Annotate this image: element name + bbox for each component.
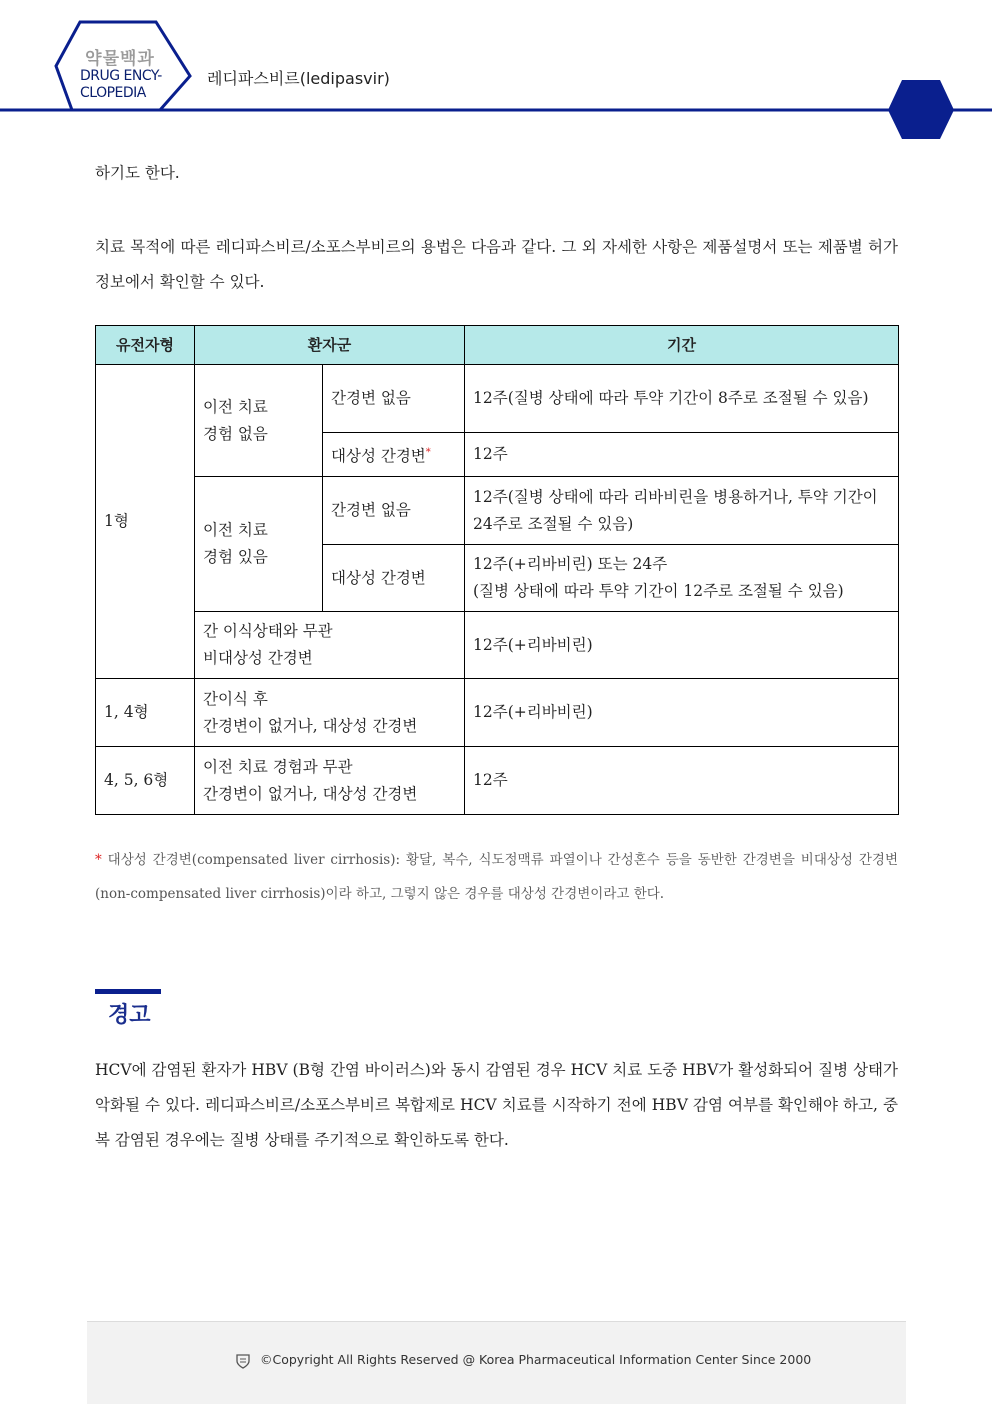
compensated-cirrhosis-label: 대상성 간경변 bbox=[331, 447, 426, 466]
table-footnote bbox=[95, 843, 898, 911]
warning-heading: 경고 bbox=[108, 1003, 151, 1028]
period-cell: 12주(+리바비린) bbox=[465, 679, 899, 747]
table-row bbox=[96, 612, 899, 679]
dosage-table bbox=[95, 325, 899, 815]
page-header bbox=[0, 0, 992, 140]
logo-korean: 약물백과 bbox=[85, 49, 155, 69]
compensated-cirrhosis-cell bbox=[323, 433, 465, 477]
crest-icon bbox=[235, 1353, 251, 1369]
naive-cell: 이전 치료 경험 없음 bbox=[195, 365, 323, 477]
no-cirrhosis-cell: 간경변 없음 bbox=[323, 365, 465, 433]
footnote-mark: * bbox=[95, 852, 102, 868]
warning-paragraph: HCV에 감염된 환자가 HBV (B형 간염 바이러스)와 동시 감염된 경우 HCV 치료 도중 HBV가 활성화되어 질병 상태가 악화될 수 있다. 레디파스비르/소포스부비르 복합제로 HCV 치료를 시작하기 전에 HBV 감염 여부를 확인해야 하고, 중복 감염된 경우에는 질병 상태를 주기적으로 확인하도록 한다. bbox=[95, 1061, 898, 1149]
table-row bbox=[96, 477, 899, 545]
header-hexagon bbox=[888, 80, 954, 139]
period-cell: 12주(질병 상태에 따라 리바비린을 병용하거나, 투약 기간이 24주로 조절될 수 있음) bbox=[465, 477, 899, 545]
genotype-1-cell: 1형 bbox=[96, 365, 195, 679]
decompensated-cell: 간 이식상태와 무관 비대상성 간경변 bbox=[195, 612, 465, 679]
document-title: 레디파스비르(ledipasvir) bbox=[207, 69, 390, 88]
header-patient-group: 환자군 bbox=[195, 326, 465, 365]
intro-paragraph-1: 하기도 한다. bbox=[95, 164, 180, 182]
post-transplant-cell: 간이식 후 간경변이 없거나, 대상성 간경변 bbox=[195, 679, 465, 747]
footnote-text: 대상성 간경변(compensated liver cirrhosis): 황달, 복수, 식도정맥류 파열이나 간성혼수 등을 동반한 간경변을 비대상성 간경변(non-compensated liver cirrhosis)이라 하고, 그렇지 않은 경우를 대상성 간경변이라고 한다. bbox=[95, 852, 898, 902]
table-row bbox=[96, 747, 899, 815]
period-cell: 12주 bbox=[465, 747, 899, 815]
period-cell: 12주(+리바비린) bbox=[465, 612, 899, 679]
table-row bbox=[96, 365, 899, 433]
section-accent-bar bbox=[95, 989, 161, 994]
logo-english: DRUG ENCY- CLOPEDIA bbox=[80, 68, 162, 101]
table-header-row bbox=[96, 326, 899, 365]
genotype-4-5-6-cell: 4, 5, 6형 bbox=[96, 747, 195, 815]
experienced-cell: 이전 치료 경험 있음 bbox=[195, 477, 323, 612]
intro-paragraph-2: 치료 목적에 따른 레디파스비르/소포스부비르의 용법은 다음과 같다. 그 외 자세한 사항은 제품설명서 또는 제품별 허가정보에서 확인할 수 있다. bbox=[95, 238, 898, 291]
period-cell: 12주 bbox=[465, 433, 899, 477]
footnote-marker: * bbox=[425, 446, 431, 458]
header-genotype: 유전자형 bbox=[96, 326, 195, 365]
no-cirrhosis-cell: 간경변 없음 bbox=[323, 477, 465, 545]
genotype-1-4-cell: 1, 4형 bbox=[96, 679, 195, 747]
period-cell: 12주(+리바비린) 또는 24주 (질병 상태에 따라 투약 기간이 12주로 조절될 수 있음) bbox=[465, 545, 899, 612]
any-experience-cell: 이전 치료 경험과 무관 간경변이 없거나, 대상성 간경변 bbox=[195, 747, 465, 815]
compensated-cirrhosis-cell: 대상성 간경변 bbox=[323, 545, 465, 612]
table-row bbox=[96, 679, 899, 747]
header-period: 기간 bbox=[465, 326, 899, 365]
copyright-text: ©Copyright All Rights Reserved @ Korea Pharmaceutical Information Center Since 2000 bbox=[260, 1352, 812, 1367]
period-cell: 12주(질병 상태에 따라 투약 기간이 8주로 조절될 수 있음) bbox=[465, 365, 899, 433]
